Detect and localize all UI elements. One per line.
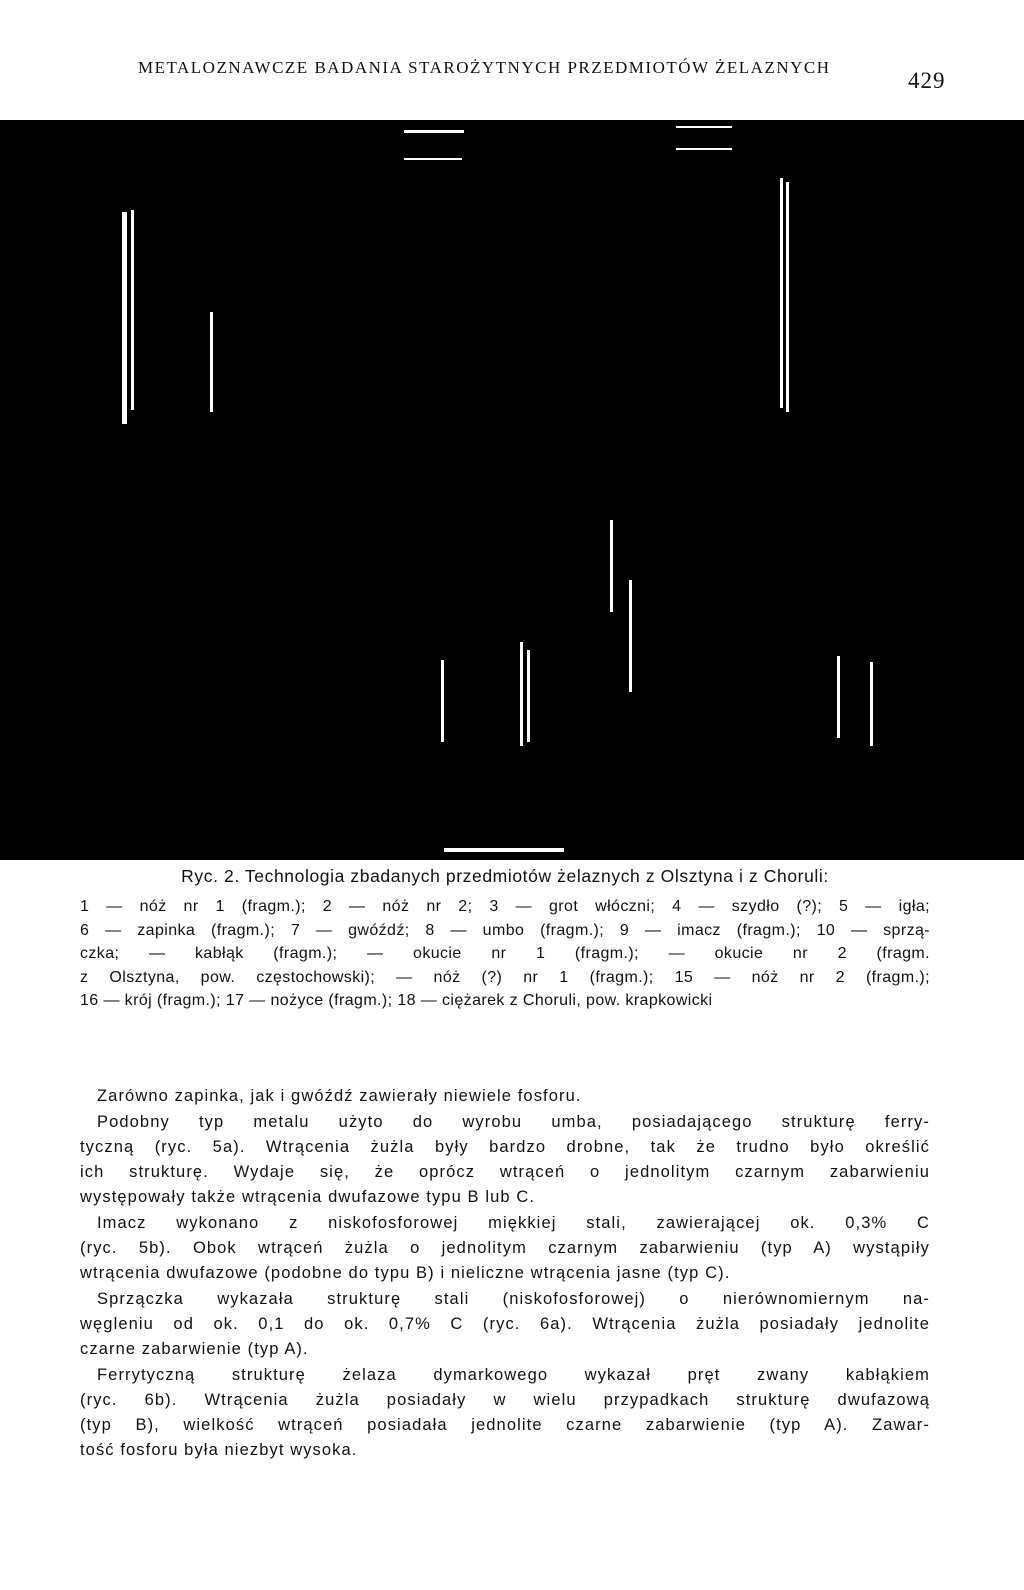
caption-line: czka; — kabłąk (fragm.); — okucie nr 1 (fragm.); — okucie nr 2 (fragm.: [80, 945, 930, 962]
figure-caption: [80, 866, 930, 1013]
figure-mark: [404, 130, 464, 133]
text-line: węgleniu od ok. 0,1 do ok. 0,7% C (ryc. 6a). Wtrącenia żużla posiadały jednolite: [80, 1315, 930, 1333]
page-number: 429: [908, 68, 946, 93]
figure-mark: [676, 126, 732, 128]
figure-mark: [527, 650, 530, 742]
text-line: Zarówno zapinka, jak i gwóźdź zawierały niewiele fosforu.: [97, 1087, 582, 1105]
figure-plate: [0, 120, 1024, 860]
caption-line: 6 — zapinka (fragm.); 7 — gwóźdź; 8 — umbo (fragm.); 9 — imacz (fragm.); 10 — sprzą-: [80, 921, 930, 939]
text-line: Sprzączka wykazała strukturę stali (niskofosforowej) o nierównomiernym na-: [97, 1290, 930, 1308]
text-line: wtrącenia dwufazowe (podobne do typu B) i nieliczne wtrącenia jasne (typ C).: [80, 1264, 731, 1282]
text-line: tość fosforu była niezbyt wysoka.: [80, 1441, 358, 1459]
paragraph: [80, 1211, 930, 1286]
figure-mark: [780, 178, 783, 408]
figure-mark: [676, 148, 732, 150]
figure-mark: [122, 212, 127, 424]
text-line: czarne zabarwienie (typ A).: [80, 1340, 309, 1358]
figure-mark: [629, 580, 632, 692]
figure-illustration: [0, 120, 1024, 860]
figure-mark: [610, 520, 613, 612]
figure-mark: [404, 158, 462, 160]
text-line: Imacz wykonano z niskofosforowej miękkiej stali, zawierającej ok. 0,3% C: [97, 1214, 930, 1232]
text-line: ich strukturę. Wydaje się, że oprócz wtrąceń o jednolitym czarnym zabarwieniu: [80, 1163, 930, 1181]
figure-mark: [441, 660, 444, 742]
paragraph: [80, 1110, 930, 1210]
paragraph: [80, 1287, 930, 1362]
figure-mark: [786, 182, 789, 412]
figure-mark: [870, 662, 873, 746]
text-line: tyczną (ryc. 5a). Wtrącenia żużla były bardzo drobne, tak że trudno było określić: [80, 1138, 930, 1156]
caption-line: z Olsztyna, pow. częstochowski); — nóż (?) nr 1 (fragm.); 15 — nóż nr 2 (fragm.);: [80, 968, 930, 986]
text-line: (ryc. 5b). Obok wtrąceń żużla o jednolitym czarnym zabarwieniu (typ A) wystąpiły: [80, 1239, 930, 1257]
paragraph: [80, 1363, 930, 1463]
caption-legend: [80, 895, 930, 1013]
figure-mark: [444, 848, 564, 852]
caption-line: 16 — krój (fragm.); 17 — nożyce (fragm.); 18 — ciężarek z Choruli, pow. krapkowicki: [80, 992, 713, 1009]
text-line: występowały także wtrącenia dwufazowe typu B lub C.: [80, 1188, 536, 1206]
text-line: Ferrytyczną strukturę żelaza dymarkowego wykazał pręt zwany kabłąkiem: [97, 1366, 930, 1384]
figure-mark: [520, 642, 523, 746]
text-line: (typ B), wielkość wtrąceń posiadała jednolite czarne zabarwienie (typ A). Zawar-: [80, 1416, 930, 1434]
caption-line: 1 — nóż nr 1 (fragm.); 2 — nóż nr 2; 3 — grot włóczni; 4 — szydło (?); 5 — igła;: [80, 898, 930, 915]
figure-mark: [837, 656, 840, 738]
paragraph: [80, 1084, 930, 1109]
figure-mark: [210, 312, 213, 412]
caption-title: Ryc. 2. Technologia zbadanych przedmiotów żelaznych z Olsztyna i z Choruli:: [181, 866, 829, 886]
text-line: (ryc. 6b). Wtrącenia żużla posiadały w wielu przypadkach strukturę dwufazową: [80, 1391, 930, 1409]
body-text: [80, 1084, 930, 1464]
running-title: METALOZNAWCZE BADANIA STAROŻYTNYCH PRZEDMIOTÓW ŻELAZNYCH: [138, 58, 831, 77]
figure-mark: [131, 210, 134, 410]
text-line: Podobny typ metalu użyto do wyrobu umba, posiadającego strukturę ferry-: [97, 1113, 930, 1131]
figure-background: [0, 120, 1024, 860]
